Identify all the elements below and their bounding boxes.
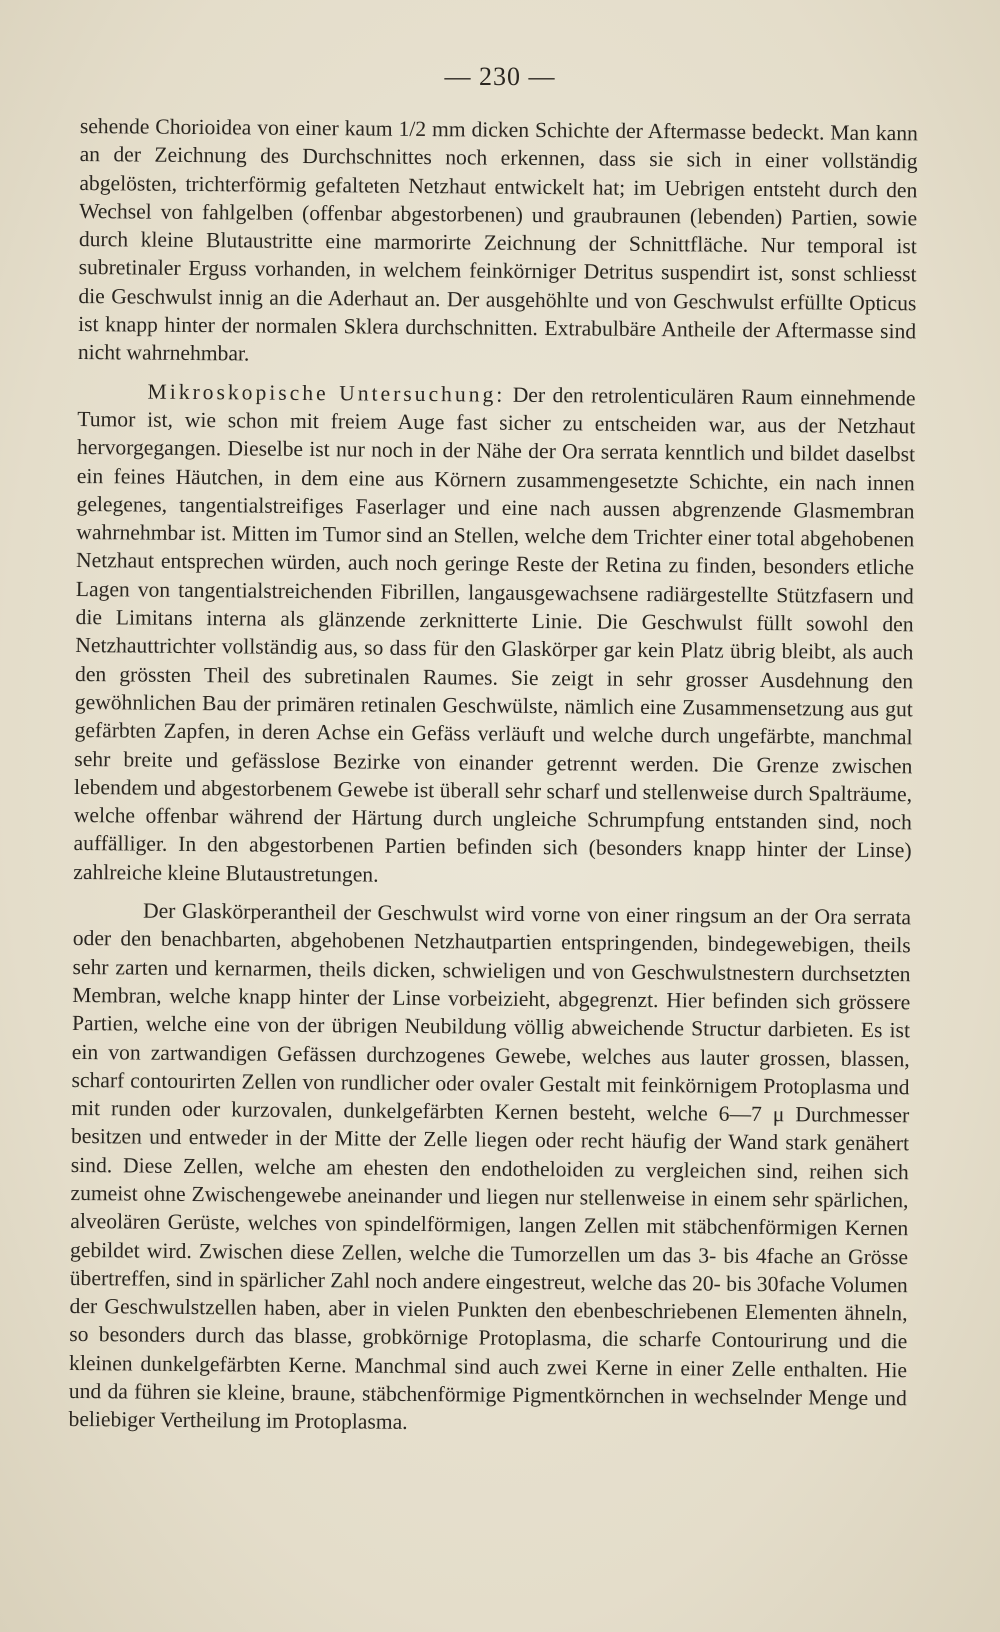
paragraph-1 — [78, 112, 918, 374]
body-text — [68, 112, 918, 1441]
paragraph-2 — [73, 377, 915, 894]
paragraph-3 — [68, 896, 911, 1441]
page-number: — 230 — — [444, 62, 556, 91]
paragraph-3-text: Der Glaskörperantheil der Geschwulst wird vorne von einer ringsum an der Ora serrata oder den benachbarten, abgehobenen Netzhautpartien entspringenden, bindegewebigen, theils sehr zarten und kernarmen, theils dicken, schwieligen und von Geschwulstnestern durchsetzten Membran, welche knapp hinter der Linse vorbeizieht, abgegrenzt. Hier befinden sich grössere Partien, welche eine von der übrigen Neubildung völlig abweichende Structur darbieten. Es ist ein von zartwandigen Gefässen durchzogenes Gewebe, welches aus lauter grossen, blassen, scharf contourirten Zellen von rundlicher oder ovaler Gestalt mit feinkörnigem Protoplasma und mit runden oder kurzovalen, dunkelgefärbten Kernen besteht, welche 6—7 μ Durchmesser besitzen und entweder in der Mitte der Zelle liegen oder recht häufig der Wand stark genähert sind. Diese Zellen, welche am ehesten den endotheloiden zu vergleichen sind, reihen sich zumeist ohne Zwischengewebe aneinander und liegen nur stellenweise in einem sehr spärlichen, alveolären Gerüste, welches von spindelförmigen, langen Zellen mit stäbchenförmigen Kernen gebildet wird. Zwischen diese Zellen, welche die Tumorzellen um das 3- bis 4fache an Grösse übertreffen, sind in spärlicher Zahl noch andere eingestreut, welche das 20- bis 30fache Volumen der Geschwulstzellen haben, aber in vielen Punkten den ebenbeschriebenen Elementen ähneln, so besonders durch das blasse, grobkörnige Protoplasma, die scharfe Contourirung und die kleinen dunkelgefärbten Kerne. Manchmal sind auch zwei Kerne in einer Zelle enthalten. Hie und da führen sie kleine, braune, stäbchenförmige Pigmentkörnchen in wechselnder Menge und beliebiger Vertheilung im Protoplasma. — [68, 898, 912, 1435]
paragraph-1-text: sehende Chorioidea von einer kaum 1/2 mm dicken Schichte der Aftermasse bedeckt. Man kann an der Zeichnung des Durchschnittes noch erkennen, dass sie sich in einer vollständig abgelösten, trichterförmig gefalteten Netzhaut entwickelt hat; im Uebrigen entsteht durch den Wechsel von fahlgelben (offenbar abgestorbenen) und graubraunen (lebenden) Partien, sowie durch kleine Blutaustritte eine marmorirte Zeichnung der Schnittfläche. Nur temporal ist subretinaler Erguss vorhanden, in welchem feinkörniger Detritus suspendirt ist, sonst schliesst die Geschwulst innig an die Aderhaut an. Der ausgehöhlte und von Geschwulst erfüllte Opticus ist knapp hinter der normalen Sklera durchschnitten. Extrabulbäre Antheile der Aftermasse sind nicht wahrnehmbar. — [77, 113, 918, 366]
section-heading: Mikroskopische Untersuchung: — [147, 379, 506, 407]
paragraph-2-text: Der den retrolenticulären Raum einnehmende Tumor ist, wie schon mit freiem Auge fast sicher zu entscheiden war, aus der Netzhaut hervorgegangen. Dieselbe ist nur noch in der Nähe der Ora serrata kenntlich und bildet daselbst ein feines Häutchen, in dem eine aus Körnern zusammengesetzte Schichte, ein nach innen gelegenes, tangentialstreifiges Faserlager und eine nach aussen abgrenzende Glasmembran wahrnehmbar ist. Mitten im Tumor sind an Stellen, welche dem Trichter einer total abgehobenen Netzhaut entsprechen würden, auch noch geringe Reste der Retina zu finden, besonders etliche Lagen von tangentialstreichenden Fibrillen, langausgewachsene radiärgestellte Stützfasern und die Limitans interna als glänzende zerknitterte Linie. Die Geschwulst füllt sowohl den Netzhauttrichter vollständig aus, so dass für den Glaskörper gar kein Platz übrig bleibt, als auch den grössten Theil des subretinalen Raumes. Sie zeigt in sehr grosser Ausdehnung den gewöhnlichen Bau der primären retinalen Geschwülste, nämlich eine Zusammensetzung aus gut gefärbten Zapfen, in deren Achse ein Gefäss verläuft und welche durch ungefärbte, manchmal sehr breite und gefässlose Bezirke von einander getrennt werden. Die Grenze zwischen lebendem und abgestorbenem Gewebe ist überall sehr scharf und stellenweise durch Spalträume, welche offenbar während der Härtung durch ungleiche Schrumpfung entstanden sind, noch auffälliger. In den abgestorbenen Partien befinden sich (besonders knapp hinter der Linse) zahlreiche kleine Blutaustretungen. — [73, 382, 916, 887]
